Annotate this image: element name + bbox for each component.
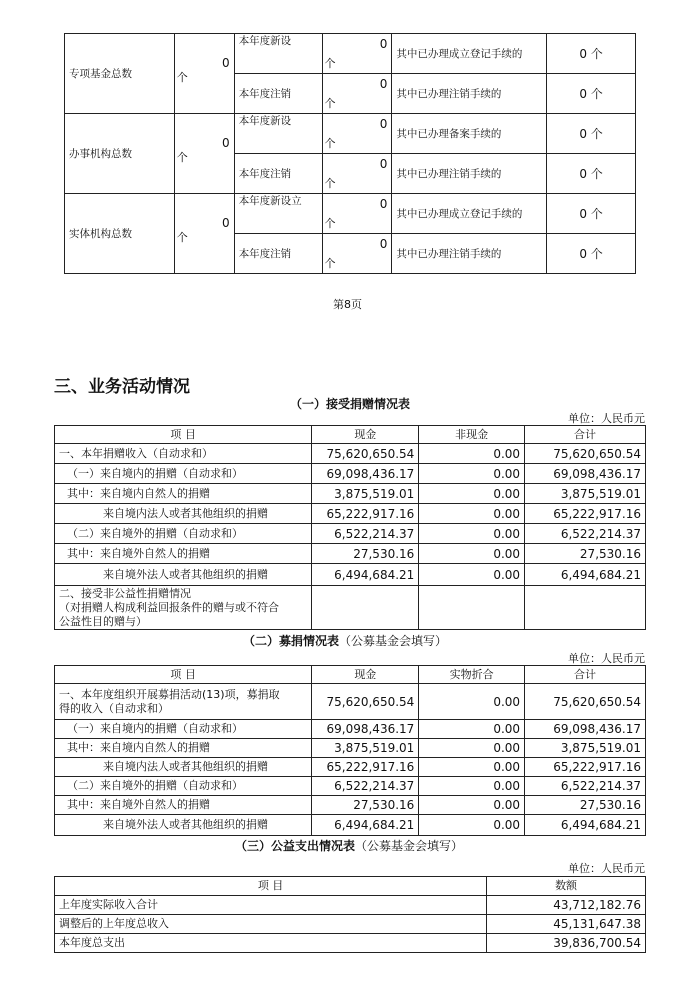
- donation-caption: （一）接受捐赠情况表: [290, 397, 411, 411]
- item-label: 本年度新设: [234, 114, 322, 154]
- header-cell: 项 目: [55, 877, 487, 896]
- cash-value: 3,875,519.01: [312, 484, 419, 504]
- inkind-value: 0.00: [419, 815, 525, 836]
- item-desc: 其中已办理注销手续的: [392, 234, 547, 274]
- count-cell: 0 个: [174, 114, 234, 194]
- cash-value: 69,098,436.17: [312, 464, 419, 484]
- cash-value: 65,222,917.16: [312, 758, 419, 777]
- count-cell: 0 个: [174, 34, 234, 114]
- header-cell: 现金: [312, 666, 419, 684]
- amount-value: 43,712,182.76: [487, 896, 646, 915]
- item-label: 本年度注销: [234, 234, 322, 274]
- desc-value: 0 个: [547, 154, 636, 194]
- cash-value: 6,494,684.21: [312, 815, 419, 836]
- item-desc: 其中已办理成立登记手续的: [392, 34, 547, 74]
- total-value: 65,222,917.16: [525, 504, 646, 524]
- row-name: 专项基金总数: [65, 34, 175, 114]
- row-label: 其中：来自境外自然人的捐赠: [55, 796, 312, 815]
- item-value: 0 个: [322, 194, 392, 234]
- header-cell: 实物折合: [419, 666, 525, 684]
- item-desc: 其中已办理备案手续的: [392, 114, 547, 154]
- non-public-donation-label: 二、接受非公益性捐赠情况 （对捐赠人构成利益回报条件的赠与或不符合 公益性目的赠与）: [55, 586, 312, 630]
- noncash-value: 0.00: [419, 524, 525, 544]
- item-label: 本年度新设立: [234, 194, 322, 234]
- noncash-value: 0.00: [419, 484, 525, 504]
- count-cell: 0 个: [174, 194, 234, 274]
- expense-table: [54, 876, 646, 953]
- org-count-table: [64, 33, 636, 274]
- header-cell: 项 目: [55, 426, 312, 444]
- total-value: 6,522,214.37: [525, 777, 646, 796]
- inkind-value: 0.00: [419, 720, 525, 739]
- total-value: 6,522,214.37: [525, 524, 646, 544]
- row-label: 调整后的上年度总收入: [55, 915, 487, 934]
- section-title: 三、业务活动情况: [54, 377, 190, 397]
- cash-value: 6,494,684.21: [312, 564, 419, 586]
- row-label: 来自境外法人或者其他组织的捐赠: [55, 815, 312, 836]
- fundraising-unit: 单位：人民币元: [568, 652, 645, 665]
- donation-table: [54, 425, 646, 630]
- row-label: 来自境外法人或者其他组织的捐赠: [55, 564, 312, 586]
- total-value: 6,494,684.21: [525, 815, 646, 836]
- header-cell: 合计: [525, 666, 646, 684]
- row-label: （二）来自境外的捐赠（自动求和）: [55, 524, 312, 544]
- cash-value: 75,620,650.54: [312, 444, 419, 464]
- row-label: 一、本年度组织开展募捐活动(13)项，募捐取 得的收入（自动求和）: [55, 684, 312, 720]
- amount-value: 39,836,700.54: [487, 934, 646, 953]
- cash-value: 6,522,214.37: [312, 524, 419, 544]
- item-desc: 其中已办理成立登记手续的: [392, 194, 547, 234]
- cash-value: 75,620,650.54: [312, 684, 419, 720]
- item-label: 本年度新设: [234, 34, 322, 74]
- desc-value: 0 个: [547, 74, 636, 114]
- empty-cell: [419, 586, 525, 630]
- row-label: （一）来自境内的捐赠（自动求和）: [55, 464, 312, 484]
- noncash-value: 0.00: [419, 444, 525, 464]
- total-value: 75,620,650.54: [525, 684, 646, 720]
- row-label: 其中：来自境外自然人的捐赠: [55, 544, 312, 564]
- amount-value: 45,131,647.38: [487, 915, 646, 934]
- item-value: 0 个: [322, 74, 392, 114]
- desc-value: 0 个: [547, 114, 636, 154]
- cash-value: 27,530.16: [312, 544, 419, 564]
- item-value: 0 个: [322, 154, 392, 194]
- header-cell: 现金: [312, 426, 419, 444]
- empty-cell: [525, 586, 646, 630]
- donation-unit: 单位：人民币元: [568, 412, 645, 425]
- desc-value: 0 个: [547, 234, 636, 274]
- row-label: 来自境内法人或者其他组织的捐赠: [55, 758, 312, 777]
- inkind-value: 0.00: [419, 739, 525, 758]
- row-label: （二）来自境外的捐赠（自动求和）: [55, 777, 312, 796]
- total-value: 27,530.16: [525, 544, 646, 564]
- item-value: 0 个: [322, 234, 392, 274]
- page-number: 第8页: [333, 298, 362, 311]
- item-value: 0 个: [322, 114, 392, 154]
- inkind-value: 0.00: [419, 758, 525, 777]
- row-label: 本年度总支出: [55, 934, 487, 953]
- total-value: 75,620,650.54: [525, 444, 646, 464]
- desc-value: 0 个: [547, 194, 636, 234]
- cash-value: 27,530.16: [312, 796, 419, 815]
- cash-value: 69,098,436.17: [312, 720, 419, 739]
- item-value: 0 个: [322, 34, 392, 74]
- total-value: 69,098,436.17: [525, 464, 646, 484]
- inkind-value: 0.00: [419, 777, 525, 796]
- noncash-value: 0.00: [419, 564, 525, 586]
- fundraising-caption: （二）募捐情况表（公募基金会填写）: [243, 634, 448, 648]
- noncash-value: 0.00: [419, 504, 525, 524]
- noncash-value: 0.00: [419, 544, 525, 564]
- fundraising-table: [54, 665, 646, 836]
- row-label: 一、本年捐赠收入（自动求和）: [55, 444, 312, 464]
- inkind-value: 0.00: [419, 796, 525, 815]
- item-desc: 其中已办理注销手续的: [392, 154, 547, 194]
- header-cell: 数额: [487, 877, 646, 896]
- total-value: 3,875,519.01: [525, 484, 646, 504]
- empty-cell: [312, 586, 419, 630]
- total-value: 27,530.16: [525, 796, 646, 815]
- row-label: 其中：来自境内自然人的捐赠: [55, 739, 312, 758]
- total-value: 69,098,436.17: [525, 720, 646, 739]
- header-cell: 非现金: [419, 426, 525, 444]
- cash-value: 65,222,917.16: [312, 504, 419, 524]
- row-label: 上年度实际收入合计: [55, 896, 487, 915]
- cash-value: 6,522,214.37: [312, 777, 419, 796]
- expense-caption: （三）公益支出情况表（公募基金会填写）: [235, 839, 464, 853]
- row-name: 办事机构总数: [65, 114, 175, 194]
- header-cell: 合计: [525, 426, 646, 444]
- desc-value: 0 个: [547, 34, 636, 74]
- row-name: 实体机构总数: [65, 194, 175, 274]
- noncash-value: 0.00: [419, 464, 525, 484]
- total-value: 6,494,684.21: [525, 564, 646, 586]
- header-cell: 项 目: [55, 666, 312, 684]
- inkind-value: 0.00: [419, 684, 525, 720]
- total-value: 65,222,917.16: [525, 758, 646, 777]
- cash-value: 3,875,519.01: [312, 739, 419, 758]
- expense-unit: 单位：人民币元: [568, 862, 645, 875]
- row-label: 来自境内法人或者其他组织的捐赠: [55, 504, 312, 524]
- item-desc: 其中已办理注销手续的: [392, 74, 547, 114]
- row-label: 其中：来自境内自然人的捐赠: [55, 484, 312, 504]
- item-label: 本年度注销: [234, 154, 322, 194]
- total-value: 3,875,519.01: [525, 739, 646, 758]
- row-label: （一）来自境内的捐赠（自动求和）: [55, 720, 312, 739]
- item-label: 本年度注销: [234, 74, 322, 114]
